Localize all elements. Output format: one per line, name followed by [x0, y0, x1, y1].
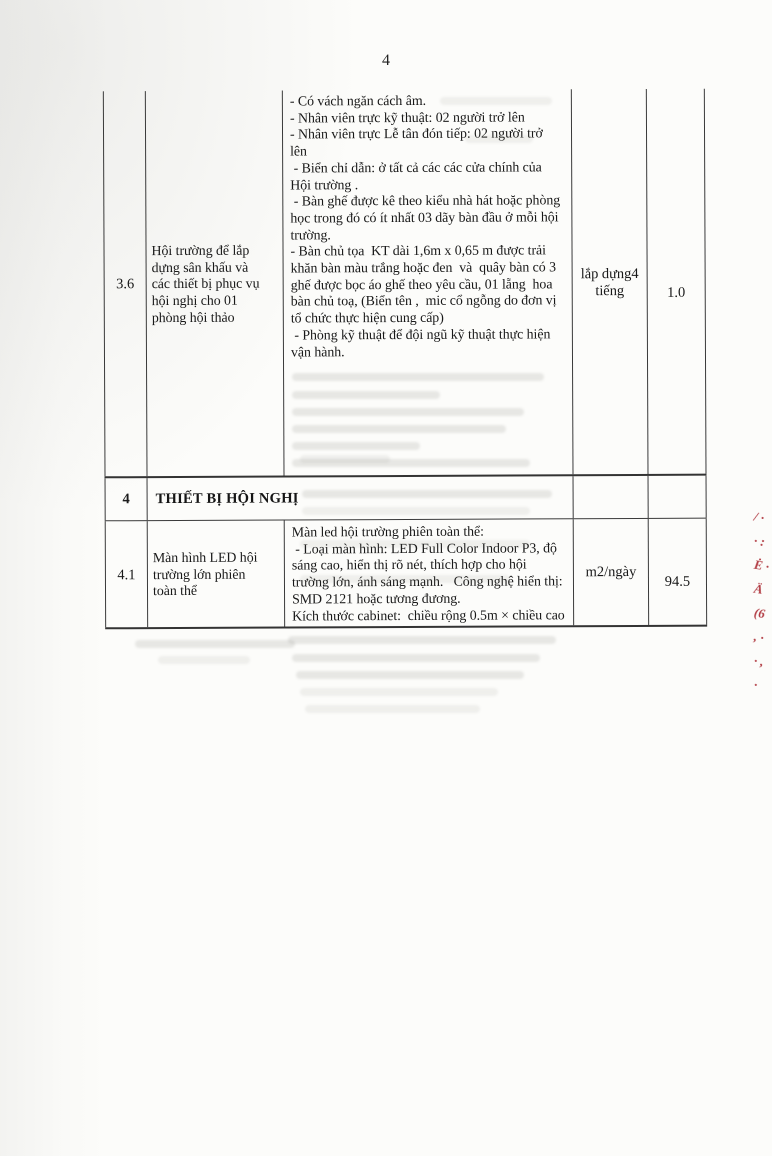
red-pen-mark: , · [753, 628, 765, 646]
section-header-row [105, 474, 707, 521]
details-line: Màn led hội trường phiên toàn thể: [291, 524, 484, 541]
details-line: SMD 2121 hoặc tương đương. [292, 591, 461, 608]
details-cell [284, 519, 573, 626]
quantity-value: 1.0 [667, 284, 686, 301]
row-number: 4.1 [117, 567, 136, 584]
table-row [105, 518, 707, 630]
details-line: - Bàn chủ tọa KT dài 1,6m x 0,65 m được trải [290, 243, 546, 260]
unit-line: tiếng [595, 282, 625, 299]
bleed-through-artifact [158, 656, 250, 664]
bleed-through-artifact [135, 640, 295, 648]
row-number-cell [105, 478, 147, 520]
details-line: trường lớn, ánh sáng mạnh. Công nghệ hiển thị: [291, 574, 563, 591]
row-number-cell [103, 91, 147, 476]
details-line: - Phòng kỹ thuật để đội ngũ kỹ thuật thực hiện [290, 327, 551, 344]
details-line: - Có vách ngăn cách âm. [289, 93, 427, 110]
details-line: Kích thước cabinet: chiều rộng 0.5m × chiều cao [292, 607, 565, 625]
bleed-through-artifact [305, 705, 480, 713]
table-row [103, 89, 707, 477]
details-line: tổ chức thực hiện cung cấp) [290, 310, 444, 327]
red-pen-mark: (6 [753, 604, 767, 622]
red-pen-mark: · [753, 676, 759, 693]
details-line: học trong đó có ít nhất 03 dãy bàn đầu ở mỗi hội [290, 210, 559, 227]
details-line: ghế được bọc áo ghế theo yêu cầu, 01 lẵng hoa [290, 277, 553, 294]
page-number: 4 [382, 52, 390, 69]
details-line: - Bàn ghế được kê theo kiểu nhà hát hoặc phòng [290, 193, 561, 210]
details-line: khăn bàn màu trắng hoặc đen và quây bàn có 3 [290, 260, 557, 277]
quantity-cell [648, 519, 707, 625]
bleed-through-artifact [296, 671, 524, 679]
bleed-through-artifact [288, 636, 556, 644]
details-line: sáng cao, hiển thị rõ nét, thích hợp cho hội [291, 557, 527, 574]
description-cell [145, 91, 284, 477]
details-line: trường. [290, 227, 331, 244]
red-pen-mark: Ė · [753, 556, 771, 574]
red-pen-mark: / · [753, 508, 766, 526]
quantity-value: 94.5 [664, 573, 691, 590]
red-pen-edge-marks [744, 506, 772, 706]
bleed-through-artifact [292, 654, 540, 662]
quantity-cell [646, 89, 707, 474]
row-number: 4 [122, 490, 130, 507]
red-pen-mark: · : [753, 532, 767, 550]
red-pen-mark: · , [753, 652, 765, 670]
details-line: - Biển chỉ dẫn: ở tất cả các các cửa chính của [290, 160, 542, 177]
section-title-cell [147, 476, 573, 520]
unit-cell [571, 89, 648, 474]
details-line: - Nhân viên trực Lễ tân đón tiếp: 02 người trở [289, 126, 543, 143]
description-line: hội nghị cho 01 [151, 293, 238, 310]
description-line: dựng sân khấu và [151, 260, 249, 276]
details-line: Hội trường . [290, 177, 359, 194]
unit-value: m2/ngày [585, 563, 637, 581]
description-line: các thiết bị phục vụ [151, 277, 260, 293]
row-number-cell [105, 521, 147, 627]
red-pen-mark: Ä [753, 580, 764, 597]
details-cell [282, 89, 573, 475]
pricing-table [103, 89, 707, 630]
bleed-through-artifact [300, 688, 498, 696]
details-line: - Loại màn hình: LED Full Color Indoor P3, độ [291, 541, 557, 558]
row-number: 3.6 [116, 276, 135, 293]
description-line: toàn thể [152, 584, 198, 600]
description-cell [147, 521, 284, 628]
description-line: Hội trường để lắp [151, 243, 250, 260]
details-line: bàn chủ toạ, (Biển tên , mic cổ ngỗng do đơn vị [290, 293, 557, 310]
quantity-cell-empty [648, 476, 707, 518]
details-line: lên [290, 144, 307, 160]
details-line: - Nhân viên trực kỹ thuật: 02 người trở lên [289, 110, 525, 127]
unit-cell-empty [573, 476, 648, 518]
unit-cell [573, 519, 648, 625]
description-line: phòng hội thảo [151, 310, 235, 326]
section-title: THIẾT BỊ HỘI NGHỊ [155, 489, 299, 507]
details-line: vận hành. [290, 344, 345, 361]
unit-line: lắp dựng4 [580, 265, 639, 283]
description-line: trường lớn phiên [152, 567, 246, 583]
description-line: Màn hình LED hội [152, 550, 258, 567]
